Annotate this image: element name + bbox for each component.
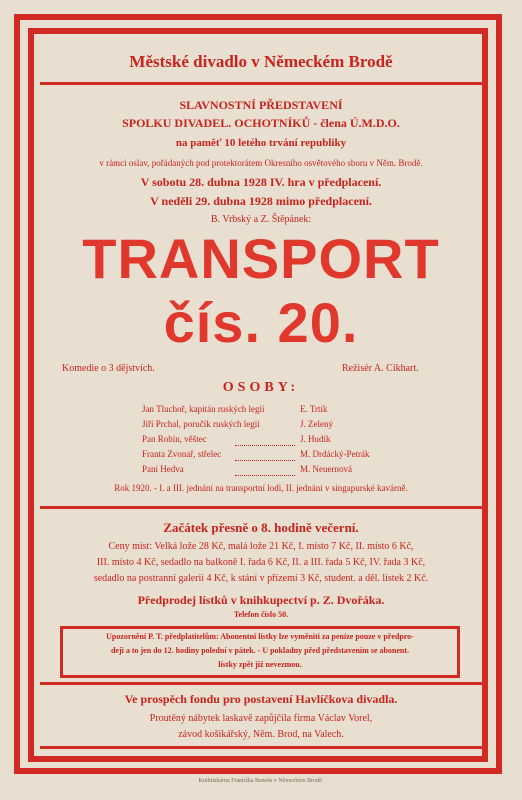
cast-actor: J. Hudík [300, 434, 331, 444]
intro-line-1: SLAVNOSTNÍ PŘEDSTAVENÍ [179, 98, 343, 112]
fund-note: Ve prospěch fondu pro postavení Havlíčkova divadla. [124, 692, 398, 706]
cast-role: Jiří Prchal, poručík ruských legií [142, 419, 260, 429]
play-title: TRANSPORT [82, 227, 440, 290]
intro-line-2: SPOLKU DIVADEL. OCHOTNÍKŮ - člena Ú.M.D.O. [122, 116, 400, 130]
intro-line-3: na paměť 10 letého trvání republiky [175, 137, 347, 149]
printer-imprint: Knihtiskárna Františka Beneše v Německém Brodě. [198, 778, 324, 784]
cast-heading: OSOBY: [222, 380, 300, 395]
phone: Telefon číslo 50. [233, 610, 289, 619]
presale: Předprodej lístků v knihkupectví p. Z. Dvořáka. [137, 593, 385, 607]
furniture-line-1: Proutěný nábytek laskavě zapůjčila firma Václav Vorel, [149, 713, 373, 724]
divider-top [40, 82, 482, 85]
setting: Rok 1920. - I. a III. jednání na transportní lodi, II. jednání v singapurské kavárně. [114, 483, 408, 493]
notice-box [60, 626, 460, 678]
authors: B. Vrbský a Z. Štěpánek: [210, 214, 312, 225]
cast-role: Pan Robin, věštec [142, 434, 207, 444]
cast-actor: M. Drdácký-Petrák [300, 449, 370, 459]
notice-line-3: lístky zpět již nevezmou. [218, 660, 302, 669]
theatre-name: Městské divadlo v Německém Brodě [129, 52, 393, 71]
genre: Komedie o 3 dějstvích. [62, 363, 155, 374]
performance-date-2: V neděli 29. dubna 1928 mimo předplacení. [150, 194, 372, 208]
start-time: Začátek přesně o 8. hodině večerní. [163, 520, 359, 535]
notice-line-2: deji a to jen do 12. hodiny polední v pátek. - U pokladny před představením se abonent. [110, 646, 410, 655]
divider-lower [40, 682, 482, 685]
cast-actor: J. Zelený [300, 419, 333, 429]
prices-line-3: sedadlo na postranní galerii 4 Kč, k stání v přízemí 3 Kč, student. a děl. lístek 2 Kč. [93, 573, 429, 584]
cast-role: Franta Zvonař, střelec [142, 449, 222, 459]
divider-bottom [40, 746, 482, 749]
dot-leader [235, 453, 295, 461]
cast-actor: E. Trtík [300, 404, 328, 414]
performance-date-1: V sobotu 28. dubna 1928 IV. hra v předplacení. [140, 175, 382, 189]
divider-middle [40, 506, 482, 509]
cast-role: Jan Tluchoř, kapitán ruských legií [142, 404, 265, 414]
director: Režisér A. Cikhart. [342, 363, 419, 374]
furniture-line-2: závod košikářský, Něm. Brod, na Valech. [178, 729, 344, 740]
play-number: čís. 20. [163, 291, 359, 354]
dot-leader [235, 438, 295, 446]
cast-actor: M. Neuernová [300, 464, 352, 474]
notice-line-1: Upozornění P. T. předplatitelům: Abonentní lístky lze vyměniti za peníze pouze v předpro- [106, 632, 414, 641]
cast-role: Paní Hedva [142, 464, 184, 474]
prices-line-2: III. místo 4 Kč, sedadlo na balkoně I. řada 6 Kč, II. a III. řada 5 Kč, IV. řada 3 Kč, [96, 557, 426, 568]
intro-line-4: v rámci oslav, pořádaných pod protektorátem Okresního osvětového sboru v Něm. Brodě. [99, 158, 423, 168]
dot-leader [235, 468, 295, 476]
prices-line-1: Ceny míst: Velká lože 28 Kč, malá lože 21 Kč, I. místo 7 Kč, II. místo 6 Kč, [108, 541, 414, 552]
